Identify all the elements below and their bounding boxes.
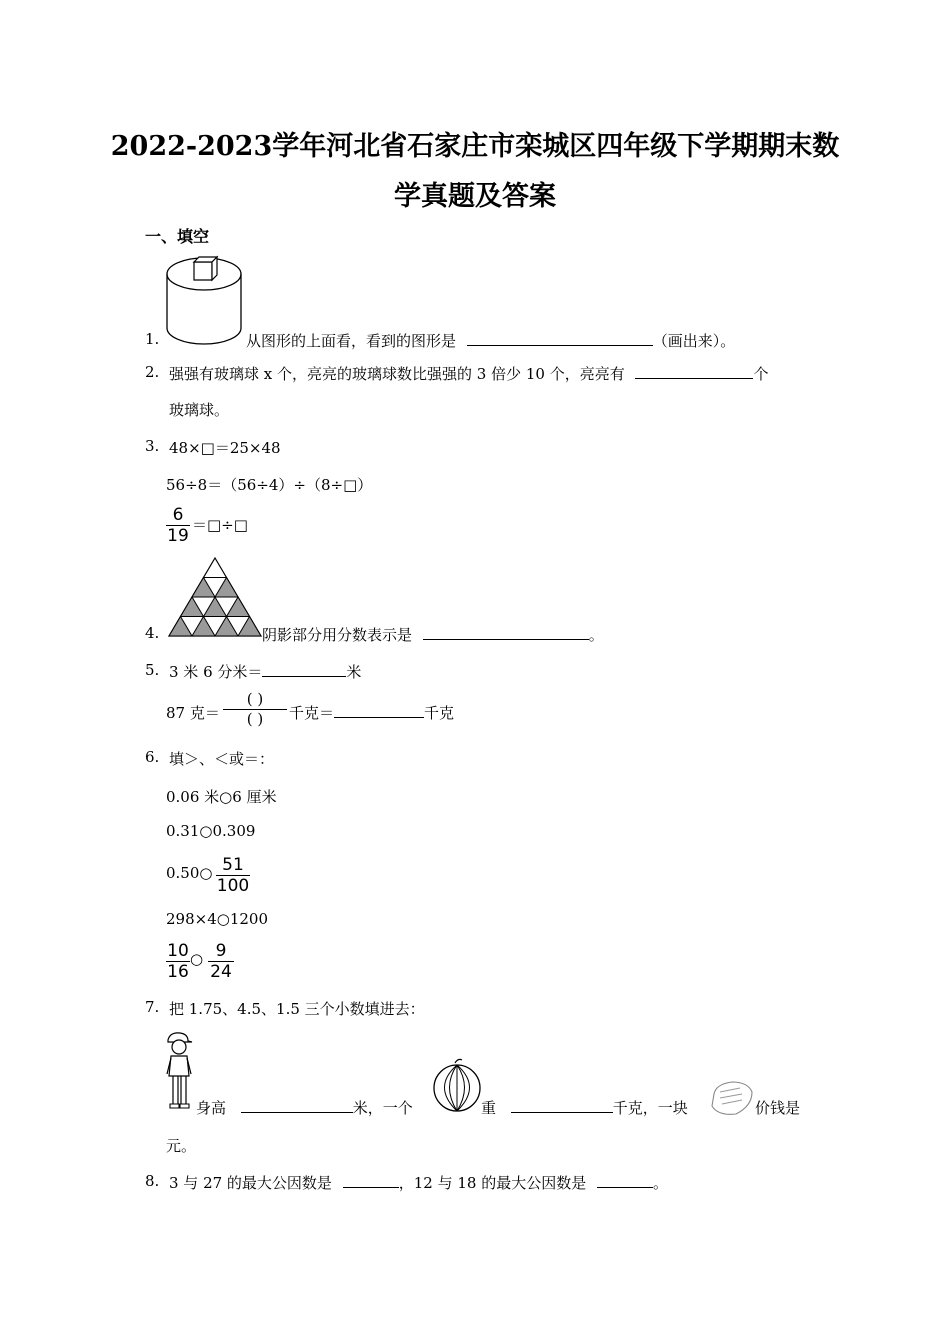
q6-item-b: 0.31○0.309 (166, 822, 256, 840)
q5-blank2[interactable] (334, 703, 424, 718)
q6-item-a: 0.06 米○6 厘米 (166, 788, 277, 806)
q5-paren-numerator[interactable]: ( ) (246, 690, 264, 708)
q2-text (169, 363, 769, 384)
q1-question: 从图形的上面看，看到的图形是 (246, 332, 457, 350)
q8-number: 8. (145, 1172, 160, 1190)
q7-height-blank[interactable] (241, 1098, 353, 1113)
q7-text2: 米，一个 (352, 1099, 413, 1117)
q7-number: 7. (145, 998, 160, 1016)
q6-item-d: 298×4○1200 (166, 910, 269, 928)
cylinder-with-cube-figure (166, 252, 248, 348)
q2-line2: 玻璃球。 (169, 401, 230, 419)
q7-text4: 千克，一块 (612, 1099, 688, 1117)
q7-price-label: 价钱是 (755, 1099, 801, 1117)
q7-weight-blank[interactable] (511, 1098, 613, 1113)
q6-e-denominator1: 16 (167, 962, 189, 982)
q1-text (246, 330, 735, 351)
q2-answer-blank[interactable] (635, 364, 753, 379)
q7-line2: 元。 (166, 1137, 197, 1155)
page-title-line2: 学真题及答案 (394, 181, 556, 212)
q2-number: 2. (145, 363, 160, 381)
q6-e-denominator2: 24 (210, 962, 232, 982)
q4-tail: 。 (588, 626, 604, 644)
q4-number: 4. (145, 624, 160, 642)
q2-question: 强强有玻璃球 x 个，亮亮的玻璃球数比强强的 3 倍少 10 个，亮亮有 (169, 365, 625, 383)
page-title-line1: 2022-2023学年河北省石家庄市栾城区四年级下学期期末数 (110, 131, 840, 162)
q6-c-denominator: 100 (216, 876, 250, 896)
section-heading: 一、填空 (145, 227, 210, 246)
q3-fraction-denominator: 19 (167, 526, 189, 546)
q5-line2-mid: 千克＝ (289, 704, 335, 722)
triangle-shaded-figure (168, 557, 262, 637)
q8-blank2[interactable] (597, 1173, 653, 1188)
q5-line1-text: 3 米 6 分米＝ (169, 663, 263, 681)
q3-line2: 56÷8＝（56÷4）÷（8÷□） (166, 476, 373, 494)
q6-c-numerator: 51 (222, 855, 244, 875)
q5-line1-tail: 米 (346, 663, 362, 681)
q5-paren-denominator[interactable]: ( ) (246, 710, 264, 728)
q5-line2-tail: 千克 (424, 704, 455, 722)
q6-item-c-fraction (216, 855, 250, 896)
q6-e-numerator1: 10 (167, 941, 189, 961)
q5-line2-pre: 87 克＝ (166, 704, 220, 722)
q7-weight-label: 重 (481, 1099, 497, 1117)
q6-item-c-pre: 0.50○ (166, 864, 213, 882)
q8-blank1[interactable] (343, 1173, 399, 1188)
q8-tail: 。 (652, 1174, 668, 1192)
q4-text (262, 624, 604, 645)
q2-tail: 个 (753, 365, 769, 383)
q8-text (169, 1172, 668, 1193)
boy-figure-icon (162, 1030, 196, 1112)
q1-answer-blank[interactable] (467, 331, 653, 346)
q7-height-label: 身高 (196, 1099, 227, 1117)
q6-e-numerator2: 9 (215, 941, 227, 961)
q8-part1: 3 与 27 的最大公因数是 (169, 1174, 332, 1192)
q7-heading: 把 1.75、4.5、1.5 三个小数填进去： (169, 1000, 425, 1018)
q3-fraction-numerator: 6 (172, 505, 184, 525)
q4-question: 阴影部分用分数表示是 (262, 626, 413, 644)
q6-heading: 填＞、＜或＝： (169, 750, 275, 768)
q6-item-e-circle: ○ (190, 950, 204, 968)
soap-bar-icon (706, 1078, 756, 1118)
q3-fraction (166, 505, 190, 546)
q5-line2-rest (289, 702, 454, 723)
q1-tail: （画出来）。 (652, 332, 736, 350)
q7-line1 (196, 1097, 413, 1118)
q6-item-e-fraction2 (208, 941, 234, 982)
q5-number: 5. (145, 661, 160, 679)
q5-line1 (169, 661, 361, 682)
q6-number: 6. (145, 748, 160, 766)
q3-line3: ＝□÷□ (192, 516, 248, 534)
q8-part2: ，12 与 18 的最大公因数是 (398, 1174, 587, 1192)
watermelon-icon (432, 1057, 482, 1113)
q4-answer-blank[interactable] (423, 625, 589, 640)
q3-line1: 48×□＝25×48 (169, 439, 281, 457)
q7-line1b (481, 1097, 688, 1118)
q1-number: 1. (145, 330, 160, 348)
q5-blank1[interactable] (262, 662, 346, 677)
q5-paren-fraction (223, 690, 287, 729)
q3-number: 3. (145, 437, 160, 455)
q6-item-e-fraction1 (166, 941, 190, 982)
